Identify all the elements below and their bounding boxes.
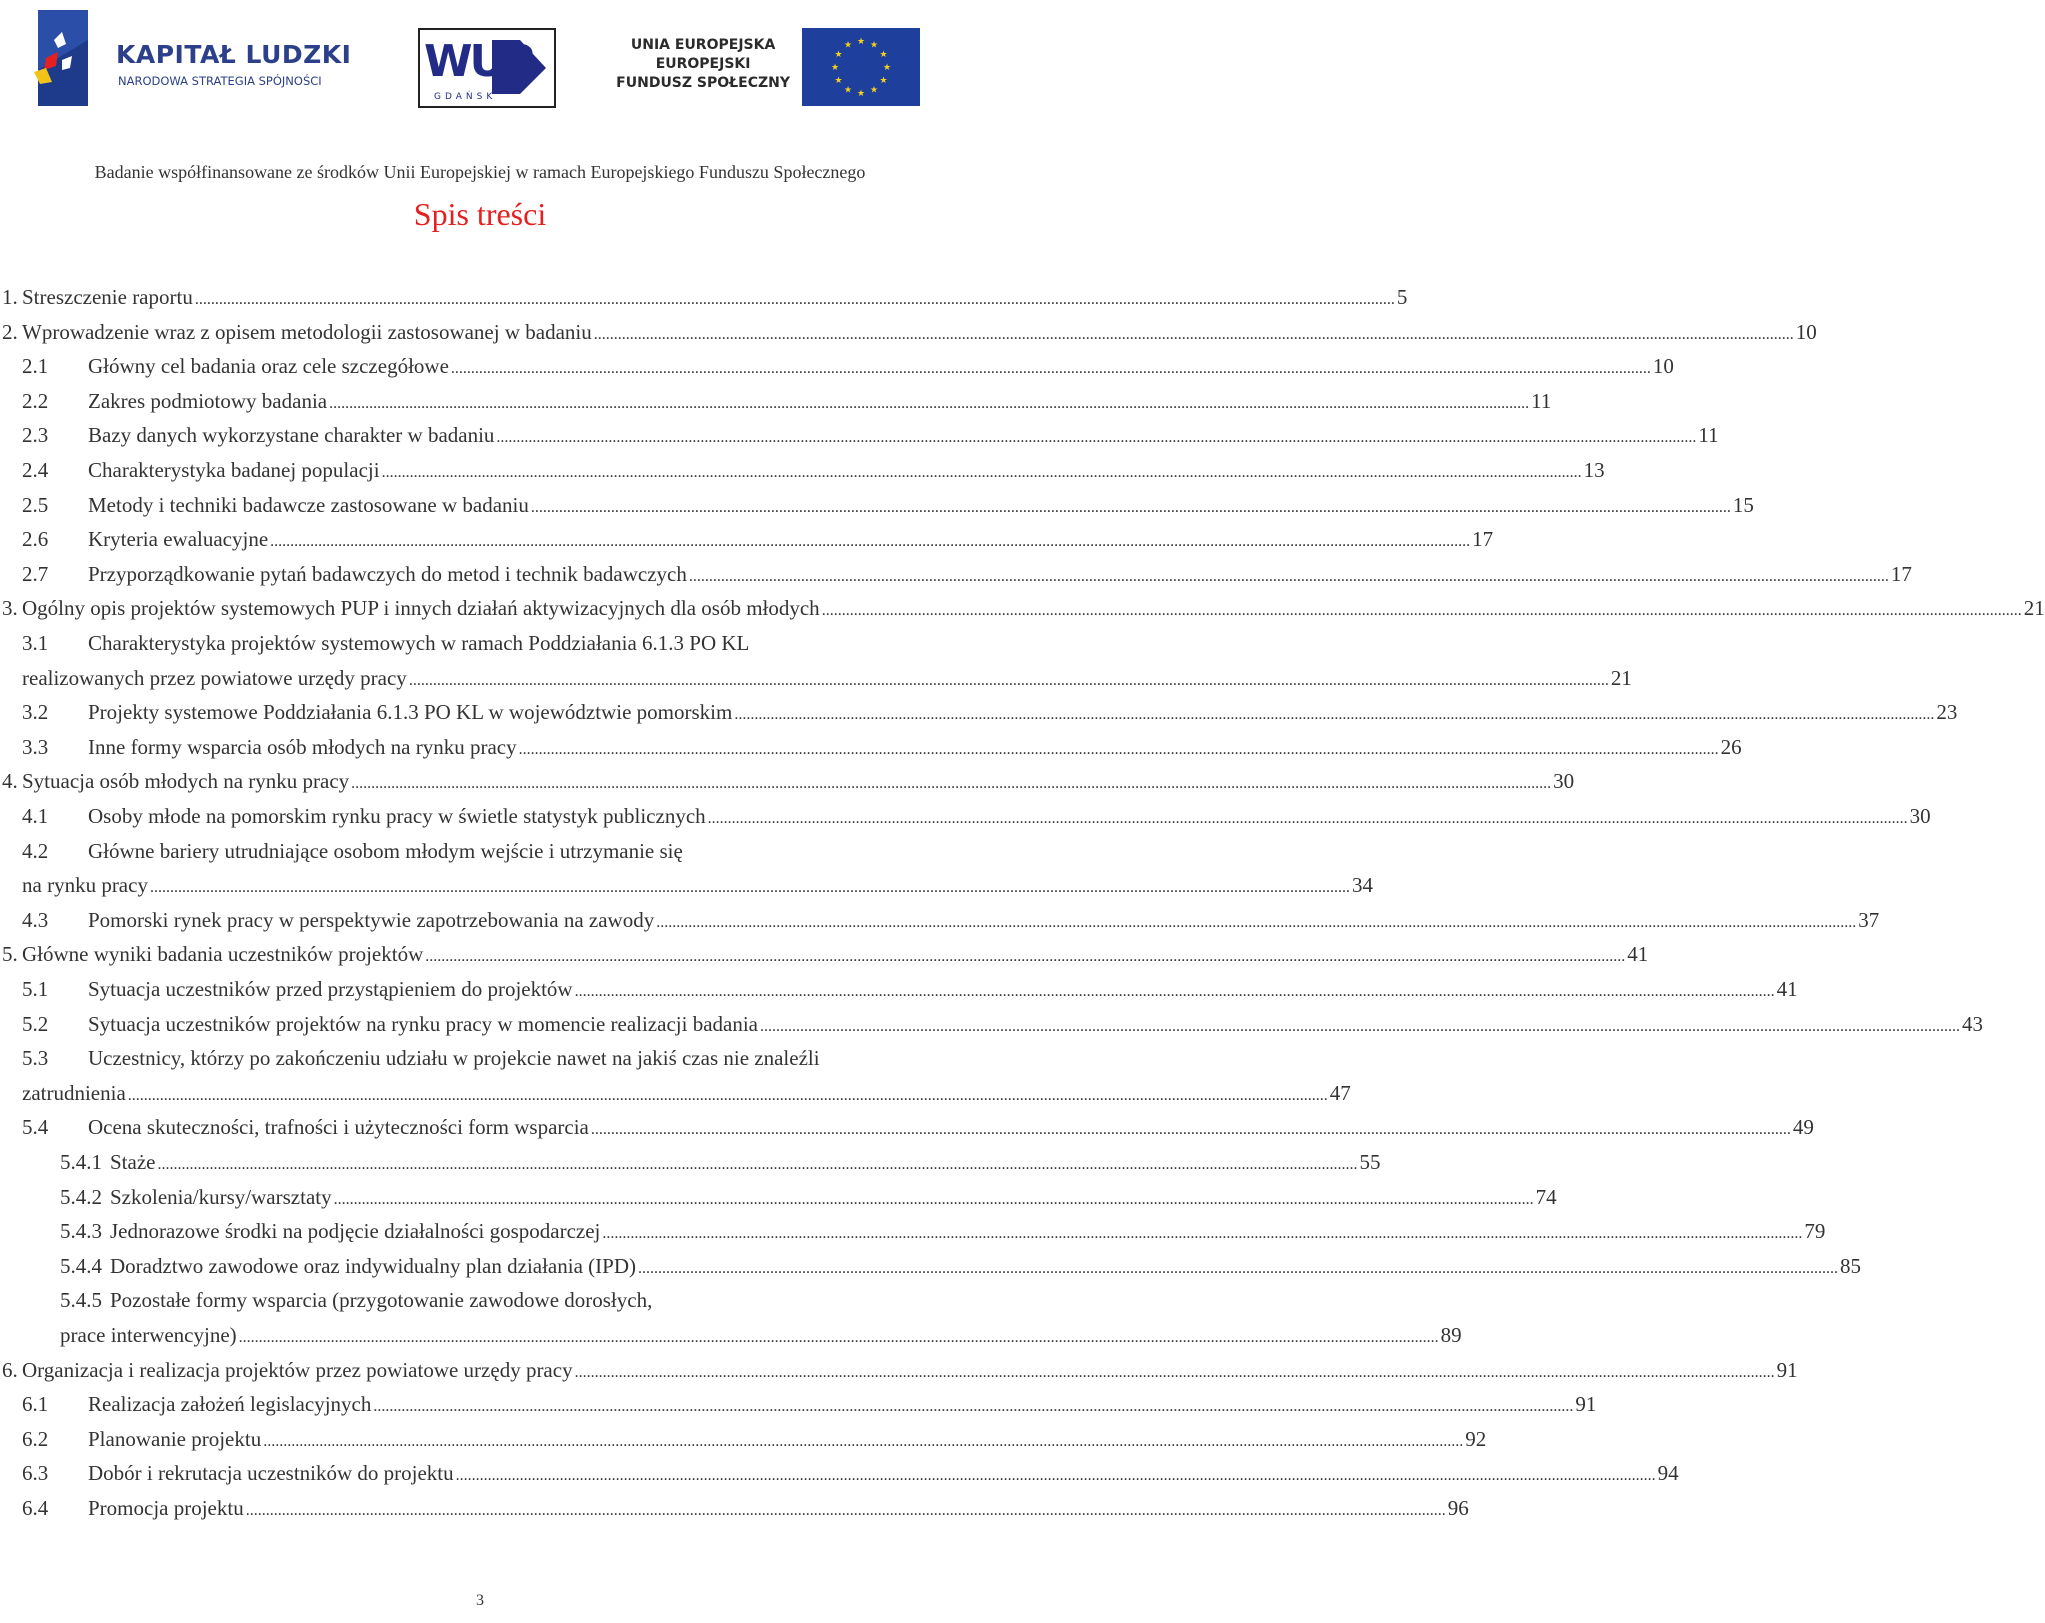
toc-entry-page: 41 [1627,942,1649,967]
toc-entry-page: 91 [1575,1392,1597,1417]
unia-europejska-logo [616,28,930,108]
toc-leader-dots: ............................................................................................................................................................................................................................................................................................................ [270,533,1471,551]
svg-text:★: ★ [882,62,892,72]
svg-text:★: ★ [869,84,879,95]
toc-leader-dots: ............................................................................................................................................................................................................................................................................................................ [425,948,1626,966]
toc-entry[interactable] [0,942,1649,974]
toc-entry-page: 79 [1804,1219,1826,1244]
toc-entry-number: 5.4.4 [60,1253,102,1278]
toc-entry-title: Sytuacja uczestników przed przystąpieniem do projektów [88,977,573,1001]
toc-entry-number: 3.1 [22,631,49,655]
toc-entry-title: Wprowadzenie wraz z opisem metodologii zastosowanej w badaniu [22,319,592,344]
toc-entry-title-continued: na rynku pracy [22,873,148,898]
ue-logo-text [616,36,790,93]
toc-entry-number: 1. [2,285,18,309]
toc-entry[interactable] [0,1150,1381,1182]
toc-entry-page: 5 [1396,285,1408,309]
toc-entry-title: Inne formy wsparcia osób młodych na rynku pracy [88,734,517,759]
toc-entry-title: Planowanie projektu [88,1426,262,1451]
toc-entry-title: Sytuacja uczestników projektów na rynku pracy w momencie realizacji badania [88,1011,758,1036]
toc-entry[interactable] [0,631,1632,690]
toc-entry[interactable] [0,1288,1462,1347]
toc-entry-number: 4.1 [22,804,49,828]
toc-entry-page: 55 [1359,1150,1381,1174]
toc-leader-dots: ............................................................................................................................................................................................................................................................................................................ [656,913,1857,931]
toc-entry-number: 2.4 [22,458,49,482]
toc-entry-page: 13 [1583,458,1605,482]
toc-entry-title: Główny cel badania oraz cele szczegółowe [88,354,449,379]
toc-entry-number: 6.4 [22,1496,49,1520]
toc-entry-title: Jednorazowe środki na podjęcie działalności gospodarczej [110,1219,601,1244]
toc-entry-number: 6. [2,1357,18,1382]
toc-leader-dots: ............................................................................................................................................................................................................................................................................................................ [734,706,1935,724]
toc-entry[interactable] [0,319,1817,352]
toc-leader-dots: ............................................................................................................................................................................................................................................................................................................ [127,1086,1328,1104]
toc-entry-page: 26 [1720,734,1742,759]
toc-entry-page: 89 [1440,1322,1462,1347]
toc-entry-title: Bazy danych wykorzystane charakter w badaniu [88,423,495,448]
toc-entry[interactable] [0,1046,1351,1105]
toc-leader-dots: ............................................................................................................................................................................................................................................................................................................ [149,879,1350,897]
toc-entry-title-continued: prace interwencyjne) [60,1322,237,1347]
toc-entry-title: Charakterystyka projektów systemowych w ramach Poddziałania 6.1.3 PO KL [88,631,750,655]
cofinancing-note: Badanie współfinansowane ze środków Unii Europejskiej w ramach Europejskiego Funduszu Społecznego [94,162,866,182]
toc-entry-number: 5.4.3 [60,1219,102,1244]
toc-entry-title: Kryteria ewaluacyjne [88,527,269,552]
toc-entry-number: 2.3 [22,423,49,448]
toc-entry-number: 2.2 [22,388,49,413]
toc-entry-number: 3. [2,596,18,621]
ue-line-2: EUROPEJSKI [655,56,751,72]
wup-logo-text: WUP [424,36,532,87]
toc-entry-page: 21 [1610,665,1632,690]
toc-entry-page: 17 [1472,527,1494,552]
toc-leader-dots: ............................................................................................................................................................................................................................................................................................................ [590,1121,1791,1139]
toc-leader-dots: ............................................................................................................................................................................................................................................................................................................ [688,567,1889,585]
toc-entry[interactable] [0,1461,1679,1493]
toc-leader-dots: ............................................................................................................................................................................................................................................................................................................ [518,740,1719,758]
toc-entry[interactable] [0,388,1552,421]
toc-entry[interactable] [0,492,1754,525]
toc-entry-title: Pozostałe formy wsparcia (przygotowanie zawodowe dorosłych, [110,1288,653,1313]
toc-entry-page: 10 [1652,354,1674,379]
toc-leader-dots: ............................................................................................................................................................................................................................................................................................................ [329,394,1530,412]
toc-entry-title: Organizacja i realizacja projektów przez powiatowe urzędy pracy [22,1357,573,1382]
toc-leader-dots: ............................................................................................................................................................................................................................................................................................................ [157,1156,1358,1173]
toc-entry-title: Główne wyniki badania uczestników projektów [22,942,424,967]
toc-entry-page: 34 [1351,873,1373,898]
toc-entry-page: 47 [1329,1080,1351,1105]
toc-entry[interactable] [0,804,1931,836]
toc-entry-title-continued: zatrudnienia [22,1080,126,1105]
toc-leader-dots: ............................................................................................................................................................................................................................................................................................................ [530,498,1731,516]
svg-text:★: ★ [834,75,843,85]
wup-logo [418,28,556,108]
svg-text:★: ★ [830,62,840,72]
toc-entry[interactable] [0,1392,1597,1424]
toc-entry[interactable] [0,561,1912,594]
toc-entry-page: 11 [1531,388,1552,413]
toc-entry[interactable] [0,907,1880,940]
wup-logo-subtext: GDAŃSK [434,92,497,102]
toc-entry-number: 2.1 [22,354,49,379]
toc-entry-page: 94 [1657,1461,1679,1486]
toc-entry-number: 5. [2,942,18,967]
ue-line-1: UNIA EUROPEJSKA [630,37,776,53]
eu-flag-icon [802,28,920,106]
toc-entry-number: 4.3 [22,907,49,932]
toc-entry[interactable] [0,1115,1814,1147]
toc-entry-number: 2.5 [22,492,49,517]
toc-entry-title: Realizacja założeń legislacyjnych [88,1392,372,1417]
toc-entry-page: 92 [1465,1426,1487,1451]
toc-entry[interactable] [0,1253,1861,1286]
toc-entry-page: 91 [1776,1357,1798,1382]
toc-leader-dots: ............................................................................................................................................................................................................................................................................................................ [574,1363,1775,1381]
toc-leader-dots: ............................................................................................................................................................................................................................................................................................................ [408,671,1609,689]
toc-entry-title: Szkolenia/kursy/warsztaty [110,1184,332,1209]
toc-entry-number: 5.4.2 [60,1184,102,1209]
toc-leader-dots: ............................................................................................................................................................................................................................................................................................................ [593,325,1794,343]
toc-entry-title: Promocja projektu [88,1496,244,1520]
toc-entry-number: 5.1 [22,977,49,1001]
toc-entry-number: 4.2 [22,838,49,863]
toc-leader-dots: ............................................................................................................................................................................................................................................................................................................ [760,1017,1960,1035]
toc-entry-title: Dobór i rekrutacja uczestników do projektu [88,1461,454,1486]
toc-entry[interactable] [0,1496,1469,1528]
toc-leader-dots: ............................................................................................................................................................................................................................................................................................................ [381,464,1582,481]
toc-entry-title: Ocena skuteczności, trafności i użyteczności form wsparcia [88,1115,589,1140]
toc-entry-number: 6.3 [22,1461,49,1486]
toc-entry-title: Osoby młode na pomorskim rynku pracy w świetle statystyk publicznych [88,804,706,828]
toc-entry[interactable] [0,527,1494,559]
toc-entry-page: 37 [1858,907,1880,932]
toc-entry-title: Projekty systemowe Poddziałania 6.1.3 PO KL w województwie pomorskim [88,700,733,725]
toc-entry-number: 2.6 [22,527,49,552]
svg-text:★: ★ [843,39,853,50]
toc-entry[interactable] [0,1219,1826,1251]
toc-entry[interactable] [0,977,1798,1009]
toc-entry-title: Streszczenie raportu [22,285,193,309]
toc-entry-title: Charakterystyka badanej populacji [88,458,380,482]
toc-entry-title: Uczestnicy, którzy po zakończeniu udziału w projekcie nawet na jakiś czas nie znaleźli [88,1046,820,1071]
toc-entry[interactable] [0,458,1605,490]
toc-leader-dots: ............................................................................................................................................................................................................................................................................................................ [373,1398,1574,1416]
page-number: 3 [476,1592,484,1609]
toc-entry-page: 17 [1890,561,1912,586]
toc-entry[interactable] [0,1426,1487,1459]
toc-entry-title: Doradztwo zawodowe oraz indywidualny plan działania (IPD) [110,1253,636,1278]
header-logos [0,0,960,120]
toc-entry-title: Przyporządkowanie pytań badawczych do metod i technik badawczych [88,561,687,586]
toc-entry[interactable] [0,596,2045,628]
toc-leader-dots: ............................................................................................................................................................................................................................................................................................................ [821,602,2022,620]
toc-leader-dots: ............................................................................................................................................................................................................................................................................................................ [707,810,1908,827]
ue-line-3: FUNDUSZ SPOŁECZNY [616,75,790,91]
toc-entry-page: 49 [1792,1115,1814,1140]
toc-entry[interactable] [0,700,1958,732]
svg-text:★: ★ [856,88,866,98]
toc-entry-page: 10 [1795,319,1817,344]
toc-entry[interactable] [0,769,1575,801]
toc-entry-number: 6.1 [22,1392,49,1417]
toc-leader-dots: ............................................................................................................................................................................................................................................................................................................ [263,1432,1464,1450]
toc-entry-title: Staże [110,1150,156,1174]
toc-entry-number: 2.7 [22,561,49,586]
kapital-ludzki-logo [32,10,352,108]
toc-entry-title: Metody i techniki badawcze zastosowane w badaniu [88,492,529,517]
toc-leader-dots: ............................................................................................................................................................................................................................................................................................................ [455,1467,1656,1485]
toc-entry-page: 23 [1936,700,1958,725]
svg-text:★: ★ [843,84,853,95]
toc-entry-page: 43 [1962,1011,1983,1036]
toc-entry-page: 30 [1553,769,1575,794]
toc-entry-page: 96 [1447,1496,1469,1520]
toc-entry-number: 5.4.1 [60,1150,102,1174]
toc-entry-number: 4. [2,769,18,794]
kapital-ludzki-emblem-icon [32,10,112,108]
svg-text:★: ★ [856,36,866,46]
kapital-ludzki-subtitle: NARODOWA STRATEGIA SPÓJNOŚCI [118,74,322,88]
toc-leader-dots: ............................................................................................................................................................................................................................................................................................................ [245,1502,1446,1519]
toc-entry-page: 21 [2023,596,2045,621]
svg-text:★: ★ [879,75,888,85]
toc-entry-number: 5.4 [22,1115,49,1140]
toc-entry-number: 2. [2,319,18,344]
toc-leader-dots: ............................................................................................................................................................................................................................................................................................................ [333,1190,1534,1208]
toc-entry-title-continued: realizowanych przez powiatowe urzędy pracy [22,665,407,690]
toc-entry-page: 15 [1732,492,1754,517]
toc-leader-dots: ............................................................................................................................................................................................................................................................................................................ [450,360,1651,378]
toc-entry-page: 74 [1535,1184,1557,1209]
toc-entry-title: Zakres podmiotowy badania [88,388,328,413]
page-title: Spis treści [413,196,547,232]
toc-entry-page: 85 [1839,1253,1861,1278]
toc-entry[interactable] [0,838,1373,898]
toc-entry[interactable] [0,423,1719,455]
toc-leader-dots: ............................................................................................................................................................................................................................................................................................................ [602,1225,1803,1243]
svg-text:★: ★ [869,39,879,50]
toc-entry[interactable] [0,1184,1557,1217]
toc-entry-number: 3.3 [22,734,49,759]
toc-entry-number: 5.4.5 [60,1288,102,1313]
toc-entry[interactable] [0,1011,1983,1044]
toc-entry-page: 41 [1776,977,1798,1001]
toc-entry[interactable] [0,285,1408,317]
toc-leader-dots: ............................................................................................................................................................................................................................................................................................................ [238,1328,1439,1346]
toc-entry[interactable] [0,354,1674,386]
toc-entry-title: Ogólny opis projektów systemowych PUP i innych działań aktywizacyjnych dla osób młodych [22,596,820,621]
toc-entry[interactable] [0,1357,1798,1390]
toc-entry-number: 5.3 [22,1046,49,1071]
kapital-ludzki-title: KAPITAŁ LUDZKI [116,40,352,69]
svg-text:★: ★ [879,49,888,59]
toc-entry-number: 5.2 [22,1011,49,1036]
toc-entry-page: 11 [1698,423,1719,448]
toc-leader-dots: ............................................................................................................................................................................................................................................................................................................ [351,775,1552,793]
toc-entry-number: 6.2 [22,1426,49,1451]
toc-entry[interactable] [0,734,1742,767]
toc-entry-number: 3.2 [22,700,49,725]
toc-leader-dots: ............................................................................................................................................................................................................................................................................................................ [194,291,1395,308]
toc-leader-dots: ............................................................................................................................................................................................................................................................................................................ [496,429,1697,447]
toc-leader-dots: ............................................................................................................................................................................................................................................................................................................ [637,1259,1838,1277]
toc-entry-title: Sytuacja osób młodych na rynku pracy [22,769,350,794]
toc-leader-dots: ............................................................................................................................................................................................................................................................................................................ [574,983,1775,1000]
toc-entry-title: Główne bariery utrudniające osobom młodym wejście i utrzymanie się [88,838,683,863]
svg-text:★: ★ [834,49,843,59]
toc-entry-page: 30 [1909,804,1931,828]
toc-entry-title: Pomorski rynek pracy w perspektywie zapotrzebowania na zawody [88,907,655,932]
